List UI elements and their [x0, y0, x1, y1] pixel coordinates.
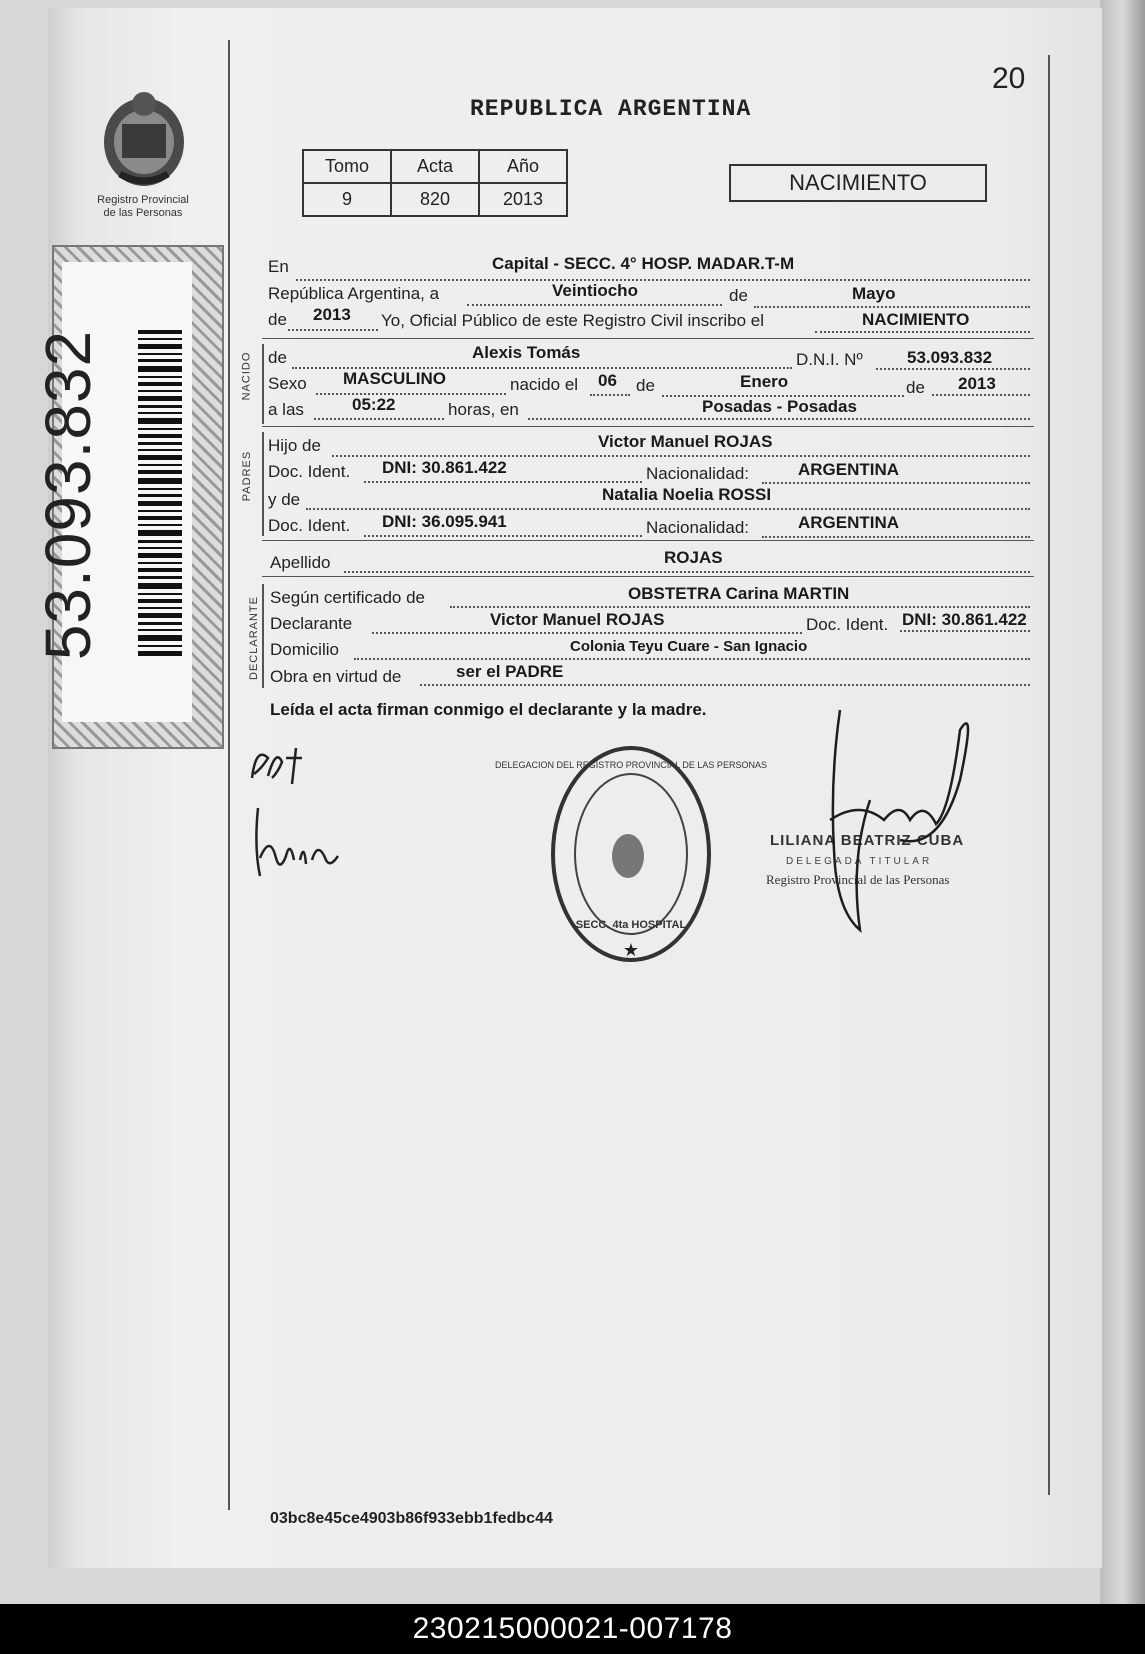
line-address: [354, 658, 1030, 660]
header-tomo: Tomo: [303, 150, 391, 183]
parent-signatures-icon: [246, 728, 356, 888]
label-de-name: de: [268, 348, 287, 367]
line-dni: [876, 368, 1030, 370]
line-mother: [306, 508, 1030, 510]
label-de-mes: de: [636, 376, 655, 395]
value-sex: MASCULINO: [343, 369, 446, 388]
label-oficial: Yo, Oficial Público de este Registro Civil inscribo el: [381, 311, 764, 330]
line-surname: [344, 571, 1030, 573]
value-father-name: Victor Manuel ROJAS: [598, 432, 773, 451]
value-year: 2013: [313, 305, 351, 324]
label-doc-ident-2: Doc. Ident.: [268, 516, 351, 535]
line-father: [332, 455, 1030, 457]
line-declarant: [372, 632, 802, 634]
value-birth-year: 2013: [958, 374, 996, 393]
line-hour: [314, 418, 444, 420]
registry-name: Registro Provincial de las Personas: [97, 194, 189, 219]
line-type: [815, 331, 1030, 333]
closing-statement: Leída el acta firman conmigo el declarante y la madre.: [270, 700, 707, 719]
official-office: Registro Provincial de las Personas: [766, 872, 950, 887]
value-address: Colonia Teyu Cuare - San Ignacio: [570, 638, 808, 655]
line-birth-place: [528, 418, 1030, 420]
line-birth-year: [932, 394, 1030, 396]
section-rule-1: [262, 338, 1034, 339]
line-day: [467, 304, 722, 306]
official-role: DELEGADA TITULAR: [786, 856, 933, 867]
label-hijo-de: Hijo de: [268, 436, 321, 455]
value-birth-day: 06: [598, 371, 617, 390]
section-rule-3: [262, 540, 1034, 541]
value-birth-month: Enero: [740, 372, 789, 391]
value-birth-place: Posadas - Posadas: [702, 397, 857, 416]
declarante-bracket: [262, 584, 264, 688]
label-obra: Obra en virtud de: [270, 667, 402, 686]
line-sexo: [316, 393, 506, 395]
label-doc-ident-3: Doc. Ident.: [806, 615, 889, 634]
line-capacity: [420, 684, 1030, 686]
value-day-words: Veintiocho: [552, 281, 638, 300]
line-en: [296, 279, 1030, 281]
label-de-year: de: [268, 310, 287, 329]
stamp-star-icon: ★: [622, 940, 640, 960]
label-nacido-el: nacido el: [510, 375, 579, 394]
section-rule-2: [262, 426, 1034, 427]
value-mother-nationality: ARGENTINA: [798, 513, 900, 532]
book-edge: [1100, 0, 1145, 1604]
act-type-box: NACIMIENTO: [729, 164, 987, 202]
padres-bracket: [262, 432, 264, 536]
value-birth-hour: 05:22: [352, 395, 396, 414]
barcode-icon: [138, 330, 182, 660]
side-label-nacido: NACIDO: [240, 351, 253, 401]
stamp-ring-text: DELEGACION DEL REGISTRO PROVINCIAL DE LAS PERSONAS: [495, 760, 767, 770]
label-en: En: [268, 257, 289, 276]
stamp-inner-text: SECC. 4ta HOSPITAL: [575, 919, 687, 931]
label-segun: Según certificado de: [270, 588, 425, 607]
value-month: Mayo: [852, 284, 896, 303]
official-signature-icon: [800, 700, 980, 940]
label-de-anio: de: [906, 378, 925, 397]
value-mother-name: Natalia Noelia ROSSI: [602, 485, 772, 504]
line-mother-nat: [762, 536, 1030, 538]
line-birth-day: [590, 394, 630, 396]
line-certificate: [450, 606, 1030, 608]
label-domicilio: Domicilio: [270, 640, 339, 659]
label-declarante: Declarante: [270, 614, 353, 633]
official-name: LILIANA BEATRIZ CUBA: [770, 832, 965, 849]
line-declarant-doc: [900, 630, 1030, 632]
page-number: 20: [992, 62, 1026, 95]
label-y-de: y de: [268, 490, 301, 509]
label-dni: D.N.I. Nº: [796, 350, 863, 369]
value-record-type: NACIMIENTO: [862, 310, 970, 329]
value-acta: 820: [391, 183, 479, 216]
value-father-doc: DNI: 30.861.422: [382, 458, 507, 477]
line-mother-doc: [364, 535, 642, 537]
registry-table: [302, 149, 568, 217]
nacido-bracket: [262, 344, 264, 424]
line-year: [288, 329, 378, 331]
value-capacity: ser el PADRE: [456, 662, 564, 681]
header-acta: Acta: [391, 150, 479, 183]
value-child-dni: 53.093.832: [907, 348, 993, 367]
label-horas-en: horas, en: [448, 400, 519, 419]
document-hash: 03bc8e45ce4903b86f933ebb1fedbc44: [270, 1510, 553, 1527]
value-certificate: OBSTETRA Carina MARTIN: [628, 584, 850, 603]
footer-code: 230215000021-007178: [412, 1612, 733, 1645]
label-sexo: Sexo: [268, 374, 307, 393]
label-a-las: a las: [268, 400, 304, 419]
section-rule-4: [262, 576, 1034, 577]
label-doc-ident-1: Doc. Ident.: [268, 462, 351, 481]
value-tomo: 9: [303, 183, 391, 216]
value-anio: 2013: [479, 183, 567, 216]
country-heading: REPUBLICA ARGENTINA: [470, 96, 752, 122]
left-margin-rule: [228, 40, 230, 1510]
value-declarant-name: Victor Manuel ROJAS: [490, 610, 665, 629]
line-father-nat: [762, 482, 1030, 484]
value-surname: ROJAS: [664, 548, 723, 567]
value-mother-doc: DNI: 36.095.941: [382, 512, 507, 531]
value-father-nationality: ARGENTINA: [798, 460, 900, 479]
value-child-name: Alexis Tomás: [472, 343, 581, 362]
line-father-doc: [364, 481, 642, 483]
header-anio: Año: [479, 150, 567, 183]
label-nacionalidad-1: Nacionalidad:: [646, 464, 750, 483]
label-republica: República Argentina, a: [268, 284, 440, 303]
right-margin-rule: [1048, 55, 1050, 1495]
sticker-number: 53.093.832: [32, 329, 104, 661]
provincial-seal-icon: [92, 84, 202, 194]
label-de-month: de: [729, 286, 748, 305]
value-place: Capital - SECC. 4° HOSP. MADAR.T-M: [492, 254, 795, 273]
label-apellido: Apellido: [270, 553, 331, 572]
line-month: [754, 306, 1030, 308]
side-label-declarante: DECLARANTE: [247, 596, 260, 680]
side-label-padres: PADRES: [241, 450, 254, 502]
registry-stamp-icon: [495, 738, 767, 970]
value-declarant-doc: DNI: 30.861.422: [902, 610, 1027, 629]
label-nacionalidad-2: Nacionalidad:: [646, 518, 750, 537]
